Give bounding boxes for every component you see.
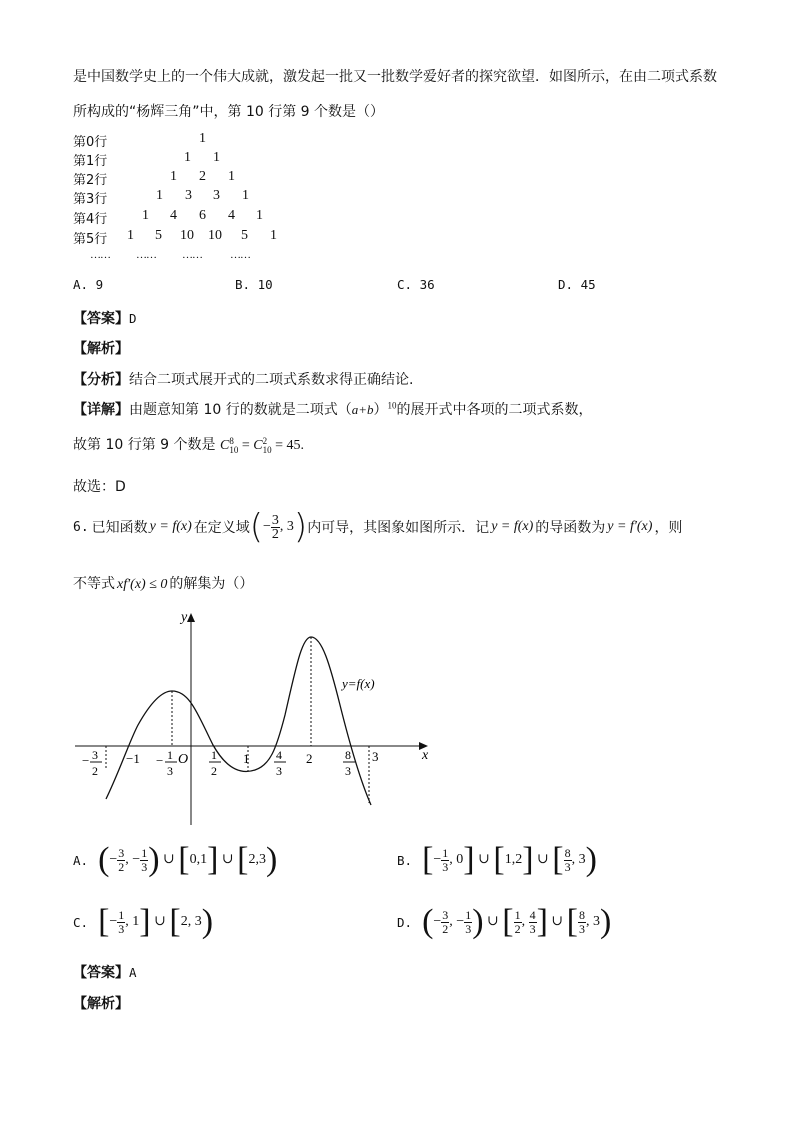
q5-option-c: [397, 277, 435, 292]
result: = 45: [275, 438, 301, 453]
tick-den: 2: [211, 764, 217, 778]
curve-label: y=f(x): [342, 676, 375, 691]
option-label: C.: [397, 277, 413, 292]
tick-num: 1: [211, 748, 217, 762]
c-sub: 10: [262, 444, 272, 455]
tri-number: 1: [142, 208, 149, 223]
ellipsis: ……: [230, 249, 250, 261]
row-label-3: 第3行: [73, 192, 108, 207]
q6-stem-line1: [73, 507, 683, 547]
tri-number: 1: [156, 188, 163, 203]
tick-den: 3: [167, 764, 173, 778]
stem-text: ，则: [654, 520, 683, 536]
option-value: 45: [580, 277, 596, 292]
numerator: 3: [271, 512, 279, 528]
row-label-0: 第0行: [73, 135, 108, 150]
ellipsis: ……: [136, 249, 156, 261]
q5-conclusion: [73, 434, 304, 455]
q6-option-d: [397, 905, 611, 939]
c-scripts: [229, 437, 238, 455]
tri-number: 1: [199, 131, 206, 146]
q5-fenxi: [73, 369, 413, 389]
combination-expr: C 8 10 = C 2 10 = 45.: [219, 435, 304, 455]
tri-number: 6: [199, 208, 206, 223]
option-label: B.: [235, 277, 251, 292]
option-label: B.: [397, 852, 413, 868]
c-scripts: [263, 437, 272, 455]
option-expr: (− $\frac{3}{2}$ , − $\frac{1}{3}$ ) ∪ [0,1] ∪ [2,3): [98, 841, 278, 878]
option-expr: [− $\frac{1}{3}$ , 1] ∪ [2, 3): [98, 903, 214, 940]
q5-text-line2: 所构成的“杨辉三角”中，第 10 行第 9 个数是（）: [73, 104, 385, 120]
tick-label: −1: [126, 751, 140, 766]
q5-option-b: [235, 277, 273, 292]
q6-option-a: [73, 843, 277, 877]
q6-answer: [73, 962, 137, 982]
q6-stem-line2: [73, 573, 253, 593]
option-label: D.: [558, 277, 574, 292]
open-paren: (: [249, 507, 264, 547]
tri-number: 1: [127, 228, 134, 243]
option-value: 10: [257, 277, 273, 292]
conclusion-text: 故第 10 行第 9 个数是: [73, 437, 216, 453]
fraction: [271, 514, 280, 541]
origin-label: O: [178, 752, 189, 767]
q5-option-d: [558, 277, 596, 292]
tick-label: 1: [243, 751, 250, 766]
q6-analysis-tag: 【解析】: [73, 996, 129, 1012]
stem-text: 的导函数为: [535, 520, 606, 536]
tri-number: 5: [155, 228, 162, 243]
denominator: 2: [271, 526, 279, 542]
tick-sign: −: [156, 753, 164, 768]
period: .: [300, 438, 304, 453]
tri-number: 5: [241, 228, 248, 243]
row-label-1: 第1行: [73, 154, 108, 169]
question-number: 6.: [73, 519, 89, 535]
tick-label: 2: [306, 751, 313, 766]
tri-number: 1: [213, 150, 220, 165]
tick-num: 8: [345, 748, 351, 762]
tri-number: 3: [185, 188, 192, 203]
answer-value: D: [129, 311, 137, 326]
fenxi-text: 结合二项式展开式的二项式系数求得正确结论.: [129, 372, 414, 388]
tick-den: 3: [345, 764, 351, 778]
y-axis-arrow: [187, 613, 195, 622]
exponent: 10: [387, 400, 397, 411]
tri-number: 2: [199, 169, 206, 184]
function-expr: y = f(x): [149, 519, 192, 534]
binomial-expr: a+b: [351, 402, 374, 417]
option-value: 9: [95, 277, 104, 292]
ellipsis: ……: [90, 249, 110, 261]
stem-text: 的解集为（）: [169, 576, 254, 592]
x-axis-label: x: [422, 748, 429, 763]
domain-right: , 3: [279, 519, 294, 534]
c-sup: 8: [229, 435, 234, 446]
answer-tag: 【答案】: [73, 311, 129, 327]
q5-answer: [73, 308, 137, 328]
tick-frac-neg-3-2: [82, 748, 102, 778]
function-expr: y = f(x): [491, 519, 534, 534]
stem-text: 不等式: [73, 576, 115, 592]
tri-number: 10: [180, 228, 194, 243]
tri-number: 1: [256, 208, 263, 223]
tri-number: 1: [170, 169, 177, 184]
c-symbol: C: [219, 438, 230, 453]
inequality-expr: xf′(x) ≤ 0: [117, 577, 168, 592]
tri-number: 4: [228, 208, 235, 223]
tri-number: 1: [270, 228, 277, 243]
q5-choose: 故选：D: [73, 479, 126, 495]
row-label-5: 第5行: [73, 232, 108, 247]
minus-sign: −: [263, 519, 271, 534]
function-graph: [70, 605, 440, 830]
option-expr: [− $\frac{1}{3}$ , 0] ∪ [1,2] ∪ [ $\frac{8}{3}$ , 3): [422, 841, 597, 878]
answer-value: A: [129, 965, 137, 980]
c-symbol: C: [253, 438, 263, 453]
option-label: C.: [73, 914, 89, 930]
q5-option-a: [73, 277, 103, 292]
tri-number: 10: [208, 228, 222, 243]
c-sup: 2: [262, 435, 268, 446]
tri-number: 3: [213, 188, 220, 203]
tri-number: 1: [242, 188, 249, 203]
tick-den: 3: [276, 764, 282, 778]
row-label-4: 第4行: [73, 212, 108, 227]
q6-option-c: [73, 905, 213, 939]
tick-sign: −: [82, 753, 90, 768]
c-sub: 10: [229, 444, 239, 455]
xiangjie-text: 的展开式中各项的二项式系数，: [396, 402, 593, 418]
option-label: A.: [73, 852, 89, 868]
tick-frac-neg-1-3: [156, 748, 177, 778]
q5-xiangjie: [73, 399, 593, 419]
q5-text-line1: 是中国数学史上的一个伟大成就，激发起一批又一批数学爱好者的探究欲望．如图所示，在由二项式系数: [73, 69, 717, 85]
fenxi-tag: 【分析】: [73, 372, 129, 388]
tick-num: 3: [92, 748, 98, 762]
tri-number: 1: [184, 150, 191, 165]
tri-number: 4: [170, 208, 177, 223]
option-label: A.: [73, 277, 89, 292]
option-expr: (− $\frac{3}{2}$ , − $\frac{1}{3}$ ) ∪ [ $\frac{1}{2}$ , $\frac{4}{3}$ ] ∪ [ $\frac{8}{3}$ , 3): [422, 903, 612, 940]
y-axis-label: y: [181, 610, 188, 625]
derivative-expr: y = f′(x): [607, 519, 653, 534]
row-label-2: 第2行: [73, 173, 108, 188]
answer-tag: 【答案】: [73, 965, 129, 981]
ellipsis: ……: [182, 249, 202, 261]
stem-text: 内可导，其图象如图所示．记: [307, 520, 490, 536]
tick-label: 3: [372, 749, 379, 764]
option-label: D.: [397, 914, 413, 930]
xiangjie-text: 由题意知第 10 行的数就是二项式（: [129, 402, 352, 418]
function-curve: [106, 637, 371, 805]
q6-option-b: [397, 843, 597, 877]
tick-frac-1-2: [209, 748, 221, 778]
tick-num: 4: [276, 748, 282, 762]
tri-number: 1: [228, 169, 235, 184]
stem-text: 已知函数: [91, 520, 148, 536]
tick-frac-4-3: [274, 748, 286, 778]
xiangjie-tag: 【详解】: [73, 402, 129, 418]
stem-text: 在定义域: [193, 520, 250, 536]
option-value: 36: [419, 277, 435, 292]
tick-den: 2: [92, 764, 98, 778]
tick-num: 1: [167, 748, 173, 762]
close-paren: ): [293, 507, 308, 547]
q5-analysis-tag: 【解析】: [73, 341, 129, 357]
xiangjie-text: ）: [373, 402, 388, 418]
